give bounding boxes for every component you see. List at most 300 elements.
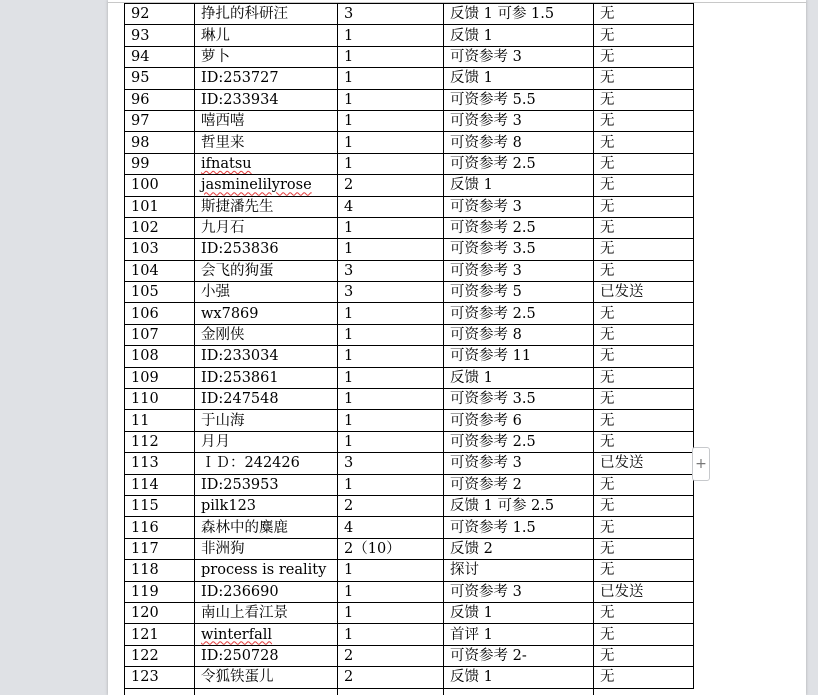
table-row — [125, 602, 694, 623]
row-number-cell-text: 104 — [131, 262, 159, 279]
status-cell — [594, 560, 694, 581]
name-cell — [195, 217, 338, 238]
status-cell — [594, 410, 694, 431]
feedback-cell — [444, 602, 594, 623]
feedback-cell-text: 反馈 1 可参 2.5 — [450, 498, 555, 515]
name-cell-text: ID:247548 — [201, 391, 279, 408]
row-number-cell-text: 112 — [131, 434, 159, 450]
row-number-cell-text: 119 — [131, 583, 159, 600]
name-cell — [195, 89, 338, 110]
name-cell — [195, 46, 338, 67]
name-cell-text: ID:253861 — [201, 369, 279, 386]
status-cell — [594, 89, 694, 110]
count-cell — [338, 602, 444, 623]
count-cell — [338, 431, 444, 452]
table-row — [125, 667, 694, 688]
data-table — [124, 3, 694, 689]
row-number-cell — [125, 153, 195, 174]
table-row — [125, 303, 694, 324]
count-cell — [338, 89, 444, 110]
status-cell — [594, 46, 694, 67]
feedback-cell — [444, 560, 594, 581]
status-cell-text: 无 — [600, 647, 615, 664]
name-cell-text: 小强 — [201, 284, 230, 301]
name-cell-text: 挣扎的科研汪 — [201, 6, 288, 23]
count-cell-text: 2 — [344, 669, 354, 686]
status-cell — [594, 239, 694, 260]
count-cell — [338, 239, 444, 260]
table-row — [125, 645, 694, 666]
name-cell — [195, 153, 338, 174]
feedback-cell — [444, 538, 594, 559]
status-cell — [594, 324, 694, 345]
row-number-cell — [125, 495, 195, 516]
name-cell — [195, 453, 338, 474]
table-row — [125, 110, 694, 131]
feedback-cell — [444, 110, 594, 131]
table-row — [125, 4, 694, 25]
status-cell — [594, 282, 694, 303]
count-cell — [338, 68, 444, 89]
count-cell — [338, 132, 444, 153]
status-cell-text: 无 — [600, 134, 615, 151]
status-cell — [594, 68, 694, 89]
name-cell-text: 森林中的麋鹿 — [201, 519, 288, 536]
name-cell — [195, 25, 338, 46]
table-row — [125, 217, 694, 238]
count-cell-text: 1 — [344, 91, 354, 108]
table-row — [125, 89, 694, 110]
feedback-cell-text: 反馈 1 可参 1.5 — [450, 6, 555, 23]
name-cell — [195, 110, 338, 131]
feedback-cell-text: 反馈 1 — [450, 177, 493, 194]
name-cell — [195, 431, 338, 452]
feedback-cell-text: 可资参考 11 — [450, 348, 532, 365]
row-number-cell-text: 95 — [131, 70, 150, 87]
row-number-cell — [125, 46, 195, 67]
name-cell — [195, 367, 338, 388]
table-row — [125, 239, 694, 260]
status-cell — [594, 4, 694, 25]
feedback-cell — [444, 303, 594, 324]
count-cell — [338, 282, 444, 303]
count-cell-text: 1 — [344, 27, 354, 44]
row-number-cell — [125, 303, 195, 324]
feedback-cell — [444, 46, 594, 67]
feedback-cell — [444, 474, 594, 495]
status-cell-text: 无 — [600, 113, 615, 130]
feedback-cell-text: 可资参考 3 — [450, 198, 522, 215]
table-row — [125, 260, 694, 281]
row-number-cell — [125, 560, 195, 581]
feedback-cell-text: 可资参考 3.5 — [450, 391, 536, 408]
name-cell-text: 嘻西嘻 — [201, 113, 245, 130]
count-cell-text: 2 — [344, 498, 354, 515]
name-cell — [195, 474, 338, 495]
table-row — [125, 410, 694, 431]
table-row — [125, 346, 694, 367]
feedback-cell — [444, 324, 594, 345]
name-cell — [195, 495, 338, 516]
name-cell — [195, 239, 338, 260]
row-number-cell-text: 109 — [131, 369, 159, 386]
feedback-cell-text: 可资参考 2- — [450, 647, 527, 664]
count-cell — [338, 667, 444, 688]
name-cell — [195, 303, 338, 324]
status-cell-text: 无 — [600, 6, 615, 23]
feedback-cell-text: 探讨 — [450, 562, 479, 579]
status-cell — [594, 581, 694, 602]
count-cell-text: 1 — [344, 626, 354, 643]
name-cell-text: 萝卜 — [201, 48, 230, 65]
count-cell-text: 2（10） — [344, 540, 401, 557]
name-cell — [195, 667, 338, 688]
status-cell — [594, 217, 694, 238]
table-row — [125, 68, 694, 89]
row-number-cell — [125, 196, 195, 217]
count-cell-text: 1 — [344, 155, 354, 172]
row-number-cell — [125, 68, 195, 89]
count-cell — [338, 410, 444, 431]
row-number-cell-text: 115 — [131, 498, 159, 515]
count-cell — [338, 517, 444, 538]
count-cell-text: 1 — [344, 434, 354, 450]
row-number-cell-text: 110 — [131, 391, 159, 408]
table-row — [125, 624, 694, 645]
table-body — [125, 4, 694, 689]
row-number-cell — [125, 367, 195, 388]
count-cell — [338, 153, 444, 174]
name-cell-text: 非洲狗 — [201, 540, 245, 557]
row-number-cell-text: 98 — [131, 134, 150, 151]
row-number-cell — [125, 324, 195, 345]
feedback-cell-text: 反馈 1 — [450, 70, 493, 87]
row-number-cell — [125, 517, 195, 538]
count-cell-text: 1 — [344, 134, 354, 151]
row-number-cell-text: 113 — [131, 455, 159, 472]
name-cell-text: ＩＤ：242426 — [201, 455, 300, 472]
count-cell-text: 1 — [344, 348, 354, 365]
name-cell-text: ID:253727 — [201, 70, 279, 87]
count-cell — [338, 560, 444, 581]
row-number-cell-text: 123 — [131, 669, 159, 686]
status-cell-text: 无 — [600, 519, 615, 536]
table-row — [125, 153, 694, 174]
row-number-cell-text: 96 — [131, 91, 150, 108]
status-cell-text: 无 — [600, 391, 615, 408]
table-row — [125, 25, 694, 46]
feedback-cell-text: 可资参考 8 — [450, 327, 522, 344]
count-cell — [338, 474, 444, 495]
status-cell-text: 无 — [600, 476, 615, 493]
status-cell-text: 无 — [600, 198, 615, 215]
row-number-cell-text: 97 — [131, 113, 150, 130]
feedback-cell — [444, 68, 594, 89]
table-row — [125, 282, 694, 303]
feedback-cell-text: 可资参考 1.5 — [450, 519, 536, 536]
count-cell — [338, 110, 444, 131]
count-cell-text: 2 — [344, 177, 354, 194]
count-cell — [338, 217, 444, 238]
status-cell-text: 无 — [600, 177, 615, 194]
status-cell — [594, 153, 694, 174]
count-cell — [338, 389, 444, 410]
feedback-cell-text: 可资参考 2.5 — [450, 220, 536, 237]
name-cell-text: 哲里来 — [201, 134, 245, 151]
row-number-cell-text: 116 — [131, 519, 159, 536]
feedback-cell-text: 反馈 1 — [450, 669, 493, 686]
status-cell-text: 无 — [600, 626, 615, 643]
name-cell-text: pilk123 — [201, 498, 257, 515]
count-cell-text: 1 — [344, 369, 354, 386]
status-cell-text: 已发送 — [600, 284, 644, 301]
feedback-cell — [444, 367, 594, 388]
count-cell-text: 1 — [344, 70, 354, 87]
row-number-cell-text: 117 — [131, 540, 159, 557]
name-cell — [195, 581, 338, 602]
feedback-cell — [444, 581, 594, 602]
table-row — [125, 538, 694, 559]
name-cell-text: 金刚侠 — [201, 327, 245, 344]
name-cell-text: 九月石 — [201, 220, 245, 237]
name-cell-text: 南山上看江景 — [201, 605, 288, 622]
status-cell-text: 无 — [600, 369, 615, 386]
feedback-cell-text: 反馈 1 — [450, 605, 493, 622]
table-row — [125, 474, 694, 495]
count-cell-text: 1 — [344, 305, 354, 322]
name-cell — [195, 602, 338, 623]
feedback-cell-text: 可资参考 5.5 — [450, 91, 536, 108]
table-row — [125, 324, 694, 345]
feedback-cell — [444, 282, 594, 303]
count-cell-text: 4 — [344, 519, 354, 536]
name-cell — [195, 624, 338, 645]
row-number-cell — [125, 602, 195, 623]
name-cell-text: 斯捷潘先生 — [201, 198, 274, 215]
name-cell — [195, 175, 338, 196]
status-cell-text: 无 — [600, 327, 615, 344]
row-number-cell-text: 100 — [131, 177, 159, 194]
count-cell-text: 1 — [344, 476, 354, 493]
feedback-cell — [444, 431, 594, 452]
count-cell — [338, 324, 444, 345]
feedback-cell-text: 可资参考 3.5 — [450, 241, 536, 258]
count-cell-text: 3 — [344, 284, 354, 301]
name-cell-text: 令狐铁蛋儿 — [201, 669, 274, 686]
feedback-cell-text: 可资参考 2 — [450, 476, 522, 493]
name-cell — [195, 282, 338, 303]
feedback-cell-text: 可资参考 3 — [450, 455, 522, 472]
feedback-cell — [444, 410, 594, 431]
feedback-cell-text: 首评 1 — [450, 626, 493, 643]
status-cell — [594, 602, 694, 623]
feedback-cell-text: 反馈 1 — [450, 27, 493, 44]
row-number-cell — [125, 89, 195, 110]
name-cell-text: 于山海 — [201, 412, 245, 429]
count-cell — [338, 175, 444, 196]
status-cell-text: 无 — [600, 27, 615, 44]
name-cell — [195, 645, 338, 666]
status-cell — [594, 260, 694, 281]
count-cell-text: 1 — [344, 605, 354, 622]
name-cell-text: 会飞的狗蛋 — [201, 262, 274, 279]
status-cell — [594, 517, 694, 538]
feedback-cell — [444, 196, 594, 217]
name-cell — [195, 560, 338, 581]
row-number-cell — [125, 175, 195, 196]
name-cell — [195, 538, 338, 559]
status-cell — [594, 346, 694, 367]
row-number-cell — [125, 260, 195, 281]
count-cell — [338, 367, 444, 388]
count-cell-text: 1 — [344, 48, 354, 65]
status-cell-text: 无 — [600, 498, 615, 515]
row-number-cell-text: 120 — [131, 605, 159, 622]
row-number-cell-text: 107 — [131, 327, 159, 344]
row-number-cell — [125, 25, 195, 46]
feedback-cell-text: 可资参考 3 — [450, 262, 522, 279]
name-cell-text: ID:250728 — [201, 647, 279, 664]
count-cell-text: 3 — [344, 455, 354, 472]
status-cell-text: 无 — [600, 434, 615, 450]
count-cell — [338, 538, 444, 559]
count-cell-text: 1 — [344, 113, 354, 130]
row-number-cell-text: 122 — [131, 647, 159, 664]
feedback-cell — [444, 346, 594, 367]
name-cell — [195, 346, 338, 367]
row-number-cell — [125, 581, 195, 602]
status-cell-text: 无 — [600, 669, 615, 686]
row-number-cell-text: 105 — [131, 284, 159, 301]
feedback-cell — [444, 153, 594, 174]
status-cell-text: 无 — [600, 348, 615, 365]
name-cell — [195, 68, 338, 89]
name-cell — [195, 4, 338, 25]
row-number-cell — [125, 4, 195, 25]
count-cell — [338, 196, 444, 217]
table-row — [125, 196, 694, 217]
status-cell-text: 无 — [600, 155, 615, 172]
count-cell — [338, 495, 444, 516]
table-row — [125, 175, 694, 196]
feedback-cell — [444, 25, 594, 46]
row-number-cell-text: 103 — [131, 241, 159, 258]
feedback-cell — [444, 4, 594, 25]
name-cell — [195, 517, 338, 538]
status-cell-text: 已发送 — [600, 583, 644, 600]
status-cell — [594, 110, 694, 131]
status-cell-text: 无 — [600, 220, 615, 237]
feedback-cell — [444, 260, 594, 281]
row-number-cell — [125, 453, 195, 474]
row-number-cell — [125, 645, 195, 666]
feedback-cell-text: 可资参考 3 — [450, 113, 522, 130]
table-row — [125, 431, 694, 452]
row-number-cell-text: 93 — [131, 27, 150, 44]
row-number-cell-text: 114 — [131, 476, 159, 493]
table-row — [125, 517, 694, 538]
feedback-cell-text: 可资参考 3 — [450, 583, 522, 600]
status-cell-text: 无 — [600, 540, 615, 557]
count-cell-text: 1 — [344, 583, 354, 600]
name-cell-text: ID:233034 — [201, 348, 279, 365]
count-cell — [338, 46, 444, 67]
row-number-cell-text: 11 — [131, 412, 150, 429]
document-page — [108, 0, 806, 695]
status-cell — [594, 367, 694, 388]
status-cell — [594, 196, 694, 217]
status-cell — [594, 25, 694, 46]
count-cell-text: 1 — [344, 220, 354, 237]
table-row — [125, 453, 694, 474]
status-cell — [594, 624, 694, 645]
row-number-cell — [125, 110, 195, 131]
row-number-cell-text: 94 — [131, 48, 150, 65]
row-number-cell-text: 106 — [131, 305, 159, 322]
name-cell-text: ID:233934 — [201, 91, 279, 108]
row-number-cell-text: 121 — [131, 626, 159, 643]
row-number-cell — [125, 132, 195, 153]
feedback-cell — [444, 495, 594, 516]
status-cell — [594, 132, 694, 153]
count-cell — [338, 25, 444, 46]
feedback-cell — [444, 217, 594, 238]
count-cell-text: 4 — [344, 198, 354, 215]
count-cell — [338, 581, 444, 602]
table-row — [125, 495, 694, 516]
count-cell — [338, 260, 444, 281]
row-number-cell-text: 99 — [131, 155, 150, 172]
add-row-button[interactable]: + — [692, 447, 710, 481]
row-number-cell — [125, 217, 195, 238]
feedback-cell-text: 可资参考 5 — [450, 284, 522, 301]
table-row-partial — [124, 688, 693, 695]
name-cell-text: ID:253836 — [201, 241, 279, 258]
feedback-cell — [444, 667, 594, 688]
count-cell — [338, 624, 444, 645]
row-number-cell — [125, 538, 195, 559]
name-cell-text: winterfall — [201, 626, 273, 643]
status-cell-text: 无 — [600, 605, 615, 622]
name-cell-text: ID:253953 — [201, 476, 279, 493]
row-number-cell-text: 92 — [131, 6, 150, 23]
row-number-cell-text: 118 — [131, 562, 159, 579]
row-number-cell — [125, 410, 195, 431]
feedback-cell-text: 反馈 2 — [450, 540, 493, 557]
feedback-cell-text: 可资参考 6 — [450, 412, 522, 429]
count-cell-text: 3 — [344, 262, 354, 279]
name-cell-text: wx7869 — [201, 305, 259, 322]
status-cell — [594, 175, 694, 196]
name-cell-text: 琳儿 — [201, 27, 230, 44]
feedback-cell — [444, 517, 594, 538]
name-cell-text: ID:236690 — [201, 583, 279, 600]
table-row — [125, 367, 694, 388]
table-row — [125, 46, 694, 67]
name-cell-text: process is reality — [201, 562, 327, 579]
status-cell-text: 无 — [600, 412, 615, 429]
row-number-cell — [125, 346, 195, 367]
feedback-cell — [444, 624, 594, 645]
status-cell — [594, 495, 694, 516]
name-cell-text: 月月 — [201, 434, 230, 450]
table-row — [125, 560, 694, 581]
count-cell-text: 1 — [344, 327, 354, 344]
count-cell — [338, 4, 444, 25]
name-cell — [195, 410, 338, 431]
count-cell-text: 2 — [344, 647, 354, 664]
count-cell-text: 1 — [344, 241, 354, 258]
